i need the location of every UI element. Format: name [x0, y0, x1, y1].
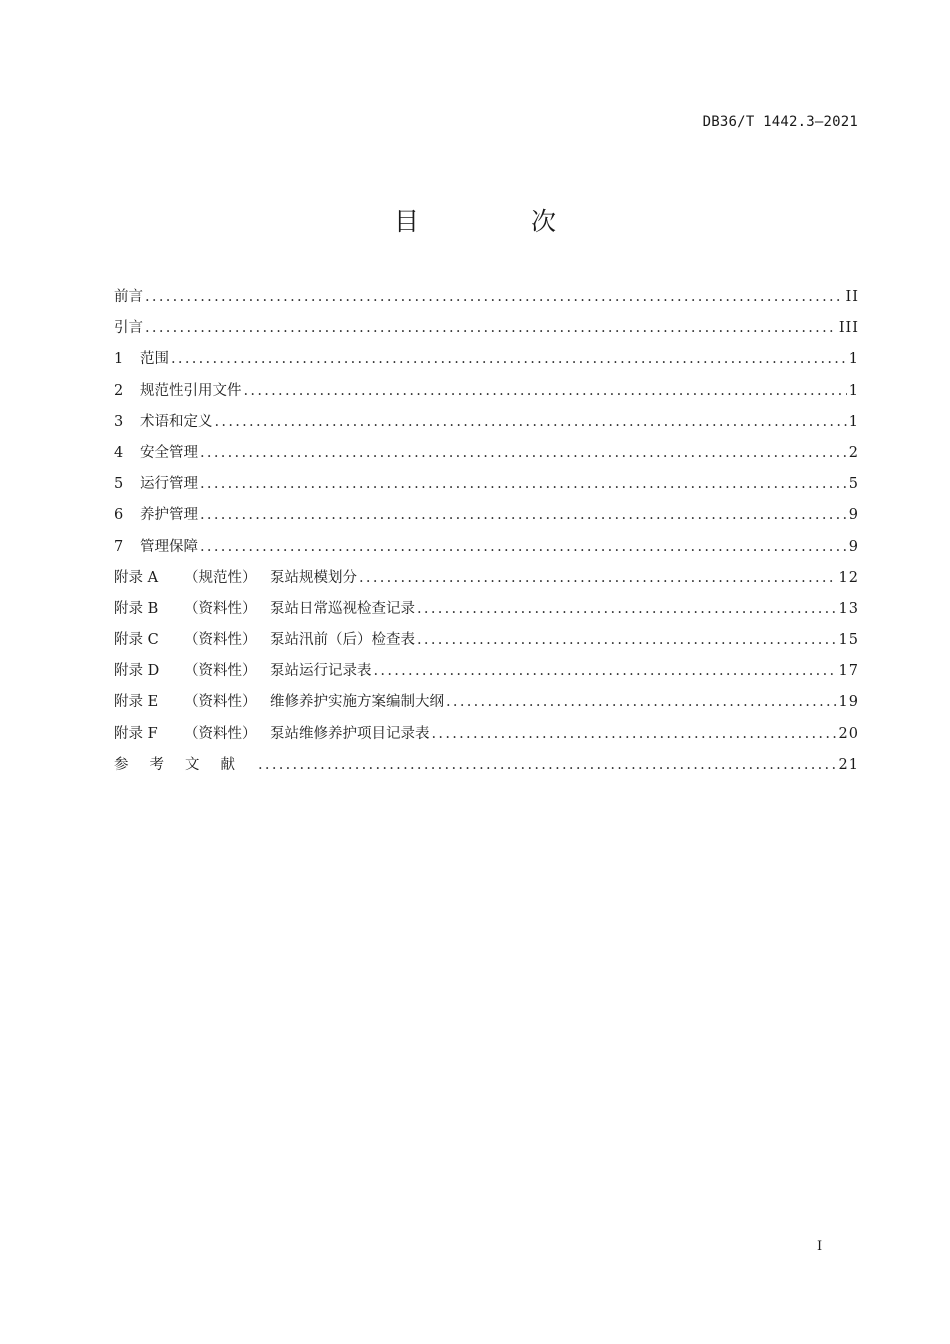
- toc-entry-chapter-7[interactable]: [114, 535, 859, 566]
- toc-appendix-type: （资料性）: [184, 632, 257, 649]
- toc-entry-title: 前言: [114, 289, 143, 305]
- toc-appendix-label: 附录 A: [114, 569, 159, 586]
- toc-entry-title: 泵站维修养护项目记录表: [270, 725, 430, 742]
- toc-page-number: 5: [848, 476, 859, 493]
- toc-entry-chapter-4[interactable]: [114, 441, 859, 472]
- toc-page-number: II: [845, 289, 859, 305]
- toc-entry-appendix-a[interactable]: [114, 566, 859, 597]
- toc-entry-title: 引言: [114, 320, 143, 337]
- toc-leader: [145, 289, 844, 305]
- toc-appendix-type: （资料性）: [184, 600, 257, 617]
- toc-entry-chapter-2[interactable]: [114, 379, 859, 410]
- toc-leader: [446, 694, 837, 710]
- toc-appendix-label: 附录 D: [114, 663, 160, 680]
- toc-chapter-number: 1: [114, 351, 124, 368]
- toc-appendix-label: 附录 C: [114, 632, 159, 649]
- toc-leader: [244, 383, 847, 399]
- toc-page-number: 20: [838, 725, 859, 742]
- toc-entry-title: 范围: [140, 351, 169, 368]
- toc-page-number: 2: [848, 444, 859, 461]
- table-of-contents: [114, 285, 859, 784]
- toc-entry-title: 泵站运行记录表: [270, 663, 372, 680]
- toc-page-number: 1: [848, 351, 859, 368]
- toc-chapter-number: 4: [114, 444, 124, 461]
- toc-appendix-type: （资料性）: [184, 663, 257, 680]
- toc-page-number: 21: [838, 756, 859, 773]
- toc-entry-title: 泵站规模划分: [270, 569, 357, 586]
- toc-appendix-type: （资料性）: [184, 694, 257, 711]
- toc-leader: [432, 726, 837, 742]
- toc-entry-chapter-1[interactable]: [114, 347, 859, 378]
- toc-leader: [215, 414, 847, 430]
- toc-page-number: 17: [838, 663, 859, 680]
- toc-leader: [171, 351, 847, 367]
- toc-chapter-number: 2: [114, 382, 124, 399]
- toc-entry-title: 术语和定义: [140, 413, 213, 430]
- toc-leader: [200, 507, 847, 523]
- toc-entry-title: 泵站汛前（后）检查表: [270, 632, 415, 649]
- toc-entry-references[interactable]: [114, 753, 859, 784]
- toc-leader: [417, 632, 837, 648]
- toc-page-number: III: [838, 320, 859, 337]
- toc-page-number: 9: [848, 538, 859, 555]
- toc-entry-title: 泵站日常巡视检查记录: [270, 600, 415, 617]
- toc-entry-title: 维修养护实施方案编制大纲: [270, 694, 444, 711]
- toc-page-number: 9: [848, 507, 859, 524]
- toc-page-number: 1: [848, 382, 859, 399]
- toc-entry-chapter-6[interactable]: [114, 503, 859, 534]
- toc-entry-foreword[interactable]: [114, 285, 859, 316]
- page-number: I: [817, 1239, 823, 1254]
- toc-chapter-number: 6: [114, 507, 124, 524]
- toc-page-number: 1: [848, 413, 859, 430]
- toc-entry-chapter-3[interactable]: [114, 410, 859, 441]
- toc-appendix-type: （规范性）: [184, 569, 257, 586]
- toc-leader: [200, 445, 847, 461]
- toc-entry-title: 运行管理: [140, 476, 198, 493]
- toc-page-number: 13: [838, 600, 859, 617]
- toc-entry-introduction[interactable]: [114, 316, 859, 347]
- toc-chapter-number: 5: [114, 476, 124, 493]
- toc-leader: [417, 601, 837, 617]
- toc-appendix-label: 附录 F: [114, 725, 158, 742]
- toc-page-number: 19: [838, 694, 859, 711]
- toc-entry-appendix-d[interactable]: [114, 659, 859, 690]
- toc-entry-appendix-b[interactable]: [114, 597, 859, 628]
- toc-chapter-number: 3: [114, 413, 124, 430]
- toc-leader: [200, 539, 847, 555]
- toc-page-number: 12: [838, 569, 859, 586]
- toc-entry-title: 养护管理: [140, 507, 198, 524]
- toc-entry-title: 安全管理: [140, 444, 198, 461]
- standard-code: DB36/T 1442.3—2021: [702, 114, 858, 130]
- toc-entry-chapter-5[interactable]: [114, 472, 859, 503]
- toc-entry-appendix-e[interactable]: [114, 690, 859, 721]
- toc-page-number: 15: [838, 632, 859, 649]
- page-title: 目 次: [394, 207, 608, 236]
- toc-entry-appendix-f[interactable]: [114, 722, 859, 753]
- toc-entry-title: 管理保障: [140, 538, 198, 555]
- toc-leader: [258, 757, 837, 773]
- toc-leader: [200, 476, 847, 492]
- toc-appendix-label: 附录 E: [114, 694, 159, 711]
- toc-entry-title: 参考文献: [114, 756, 256, 773]
- toc-entry-appendix-c[interactable]: [114, 628, 859, 659]
- toc-leader: [359, 570, 837, 586]
- toc-leader: [145, 320, 837, 336]
- toc-appendix-type: （资料性）: [184, 725, 257, 742]
- toc-entry-title: 规范性引用文件: [140, 382, 242, 399]
- toc-chapter-number: 7: [114, 538, 124, 555]
- toc-leader: [374, 663, 837, 679]
- toc-appendix-label: 附录 B: [114, 600, 159, 617]
